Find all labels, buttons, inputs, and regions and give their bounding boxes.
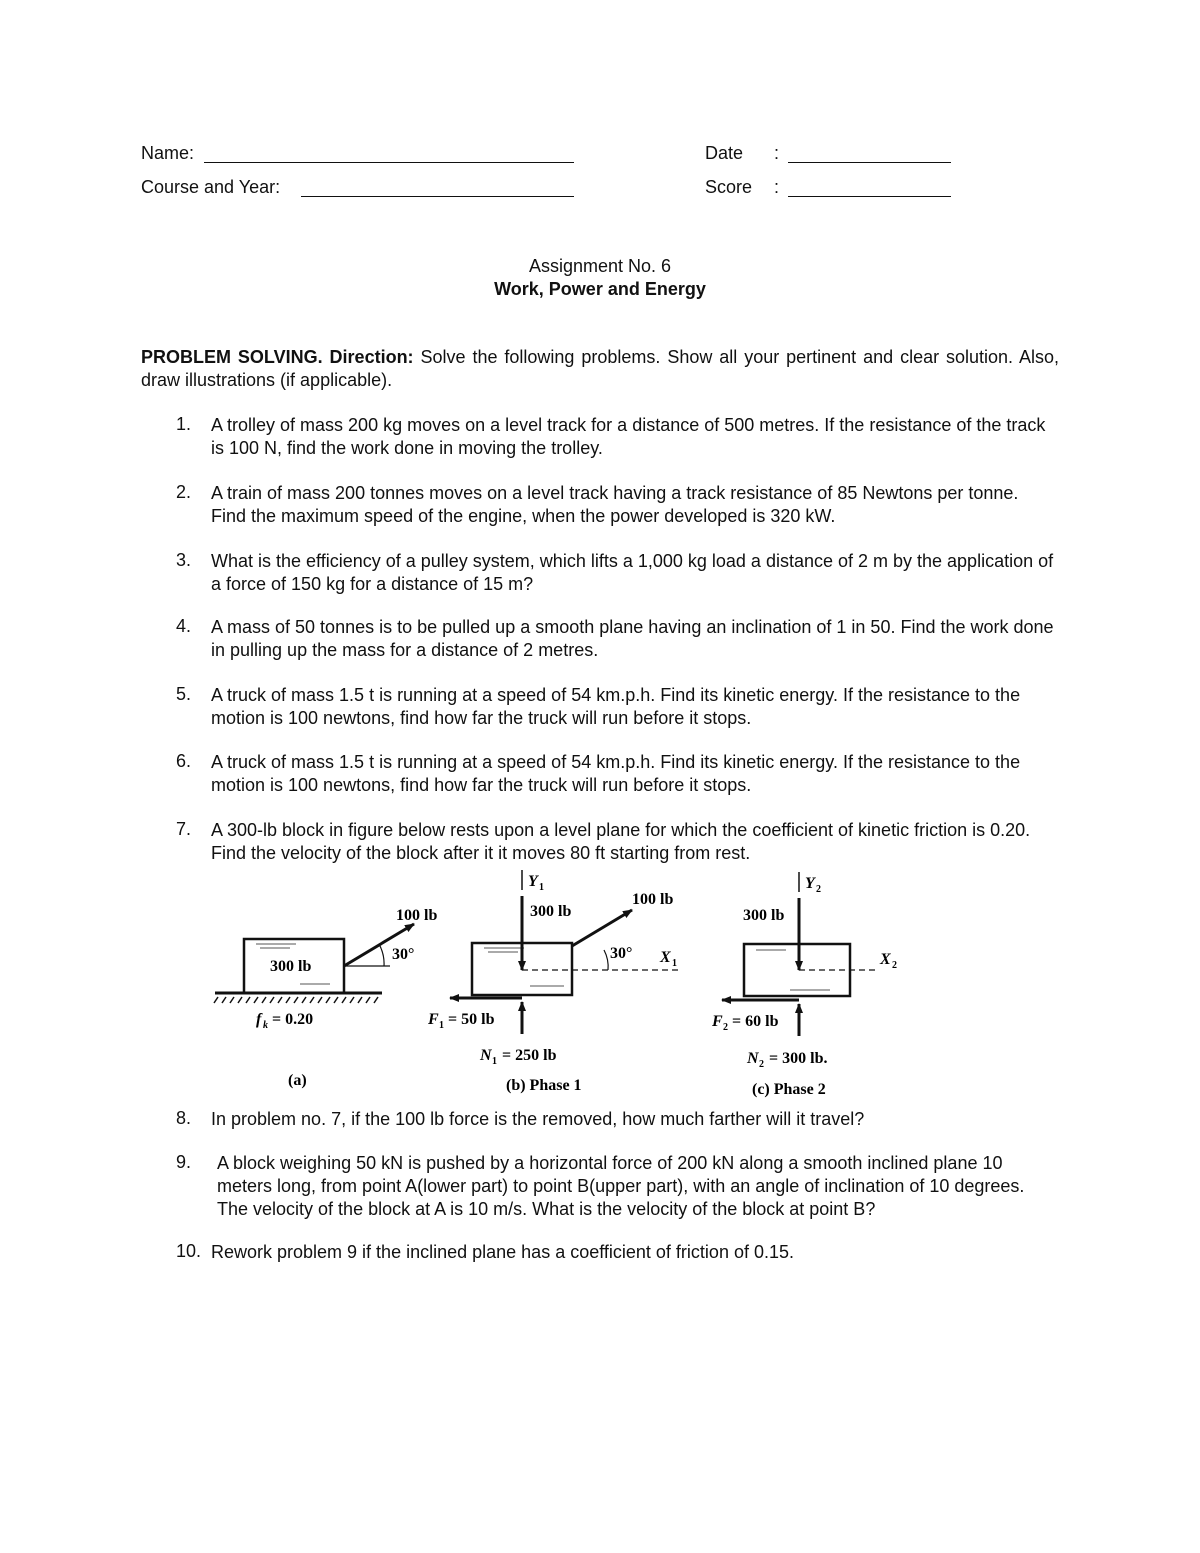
problem-number: 9.	[176, 1152, 192, 1172]
directions-text: Solve the following problems. Show all your pertinent and clear solution. Also, draw illustrations (if applicable).	[141, 347, 1059, 390]
weight-label: 300 lb	[270, 958, 312, 975]
friction-block-figure	[200, 866, 920, 1106]
directions-lead2: Direction:	[329, 347, 414, 367]
friction-symbol: F	[712, 1013, 723, 1030]
problem-number: 1.	[176, 414, 192, 434]
assignment-number: Assignment No. 6	[528, 256, 672, 276]
angle-arc	[380, 946, 384, 966]
name-field[interactable]	[204, 162, 574, 163]
x-axis-subscript: 2	[892, 960, 897, 971]
angle-label: 30°	[610, 945, 633, 962]
diagram-b	[427, 870, 680, 1094]
problem-text: A truck of mass 1.5 t is running at a speed of 54 km.p.h. Find its kinetic energy. If the resistance to the motion is 100 newtons, find how far the truck will run before it stops.	[211, 685, 1021, 728]
friction-subscript: 1	[439, 1020, 444, 1031]
problem-text: What is the efficiency of a pulley system, which lifts a 1,000 kg load a distance of 2 m by the application of a force of 150 kg for a distance of 15 m?	[211, 551, 1054, 594]
x-axis-symbol: X	[660, 949, 671, 966]
problem-number: 3.	[176, 550, 192, 570]
problem-number: 8.	[176, 1108, 192, 1128]
date-field[interactable]	[788, 162, 951, 163]
problem-text: A mass of 50 tonnes is to be pulled up a smooth plane having an inclination of 1 in 50. Find the work done in pulling up the mass for a distance of 2 metres.	[211, 617, 1054, 660]
score-colon: :	[774, 177, 780, 197]
diagram-a	[214, 907, 437, 1089]
problem-number: 4.	[176, 616, 192, 636]
normal-subscript: 2	[759, 1059, 764, 1070]
normal-subscript: 1	[492, 1056, 497, 1067]
problem-text: In problem no. 7, if the 100 lb force is the removed, how much farther will it travel?	[211, 1109, 865, 1129]
friction-value: = 60 lb	[732, 1013, 779, 1030]
caption-c: (c) Phase 2	[752, 1081, 826, 1098]
score-label: Score	[705, 177, 753, 197]
problem-number: 2.	[176, 482, 192, 502]
y-axis-subscript: 1	[539, 882, 544, 893]
problem-text: Rework problem 9 if the inclined plane has a coefficient of friction of 0.15.	[211, 1242, 794, 1262]
y-axis-symbol: Y	[528, 873, 538, 890]
angle-label: 30°	[392, 946, 415, 963]
y-axis-subscript: 2	[816, 884, 821, 895]
y-axis-symbol: Y	[805, 875, 815, 892]
friction-subscript: 2	[723, 1022, 728, 1033]
friction-coefficient: = 0.20	[272, 1011, 314, 1028]
caption-a: (a)	[288, 1072, 307, 1089]
ground-hatch	[214, 997, 378, 1003]
problem-number: 10.	[176, 1241, 202, 1261]
directions	[141, 346, 1059, 392]
assignment-topic: Work, Power and Energy	[494, 279, 706, 299]
normal-symbol: N	[747, 1050, 759, 1067]
block-shading	[756, 950, 830, 990]
normal-symbol: N	[480, 1047, 492, 1064]
score-field[interactable]	[788, 196, 951, 197]
problem-text: A train of mass 200 tonnes moves on a level track having a track resistance of 85 Newtons per tonne. Find the maximum speed of the engine, when the power developed is 320 kW.	[211, 483, 1019, 526]
x-axis-subscript: 1	[672, 958, 677, 969]
problem-number: 5.	[176, 684, 192, 704]
name-label: Name:	[141, 143, 195, 163]
friction-symbol: f	[256, 1011, 262, 1028]
problem-text: A block weighing 50 kN is pushed by a horizontal force of 200 kN along a smooth inclined plane 10 meters long, from point A(lower part) to point B(upper part), with an angle of inclination of 10 degrees. The velocity of the block at A is 10 m/s. What is the velocity of the block at point B?	[217, 1153, 1025, 1219]
problem-number: 7.	[176, 819, 192, 839]
angle-arc	[604, 950, 608, 970]
caption-b: (b) Phase 1	[506, 1077, 582, 1094]
force-label: 100 lb	[396, 907, 438, 924]
problem-text: A 300-lb block in figure below rests upon a level plane for which the coefficient of kinetic friction is 0.20. Find the velocity of the block after it it moves 80 ft starting from rest.	[211, 820, 1031, 863]
diagram-c	[711, 872, 897, 1098]
directions-lead: PROBLEM SOLVING.	[141, 347, 323, 367]
problem-text: A truck of mass 1.5 t is running at a speed of 54 km.p.h. Find its kinetic energy. If the resistance to the motion is 100 newtons, find how far the truck will run before it stops.	[211, 752, 1021, 795]
course-year-label: Course and Year:	[141, 177, 281, 197]
friction-subscript: k	[263, 1020, 268, 1031]
x-axis-symbol: X	[880, 951, 891, 968]
friction-symbol: F	[428, 1011, 439, 1028]
normal-value: = 300 lb.	[769, 1050, 828, 1067]
weight-label: 300 lb	[743, 907, 785, 924]
problem-number: 6.	[176, 751, 192, 771]
weight-label: 300 lb	[530, 903, 572, 920]
normal-value: = 250 lb	[502, 1047, 557, 1064]
date-colon: :	[774, 143, 780, 163]
course-year-field[interactable]	[301, 196, 574, 197]
friction-value: = 50 lb	[448, 1011, 495, 1028]
date-label: Date	[705, 143, 744, 163]
problem-text: A trolley of mass 200 kg moves on a level track for a distance of 500 metres. If the resistance of the track is 100 N, find the work done in moving the trolley.	[211, 415, 1046, 458]
pull-force-arrow	[572, 910, 632, 946]
block-shading	[484, 948, 564, 986]
force-label: 100 lb	[632, 891, 674, 908]
